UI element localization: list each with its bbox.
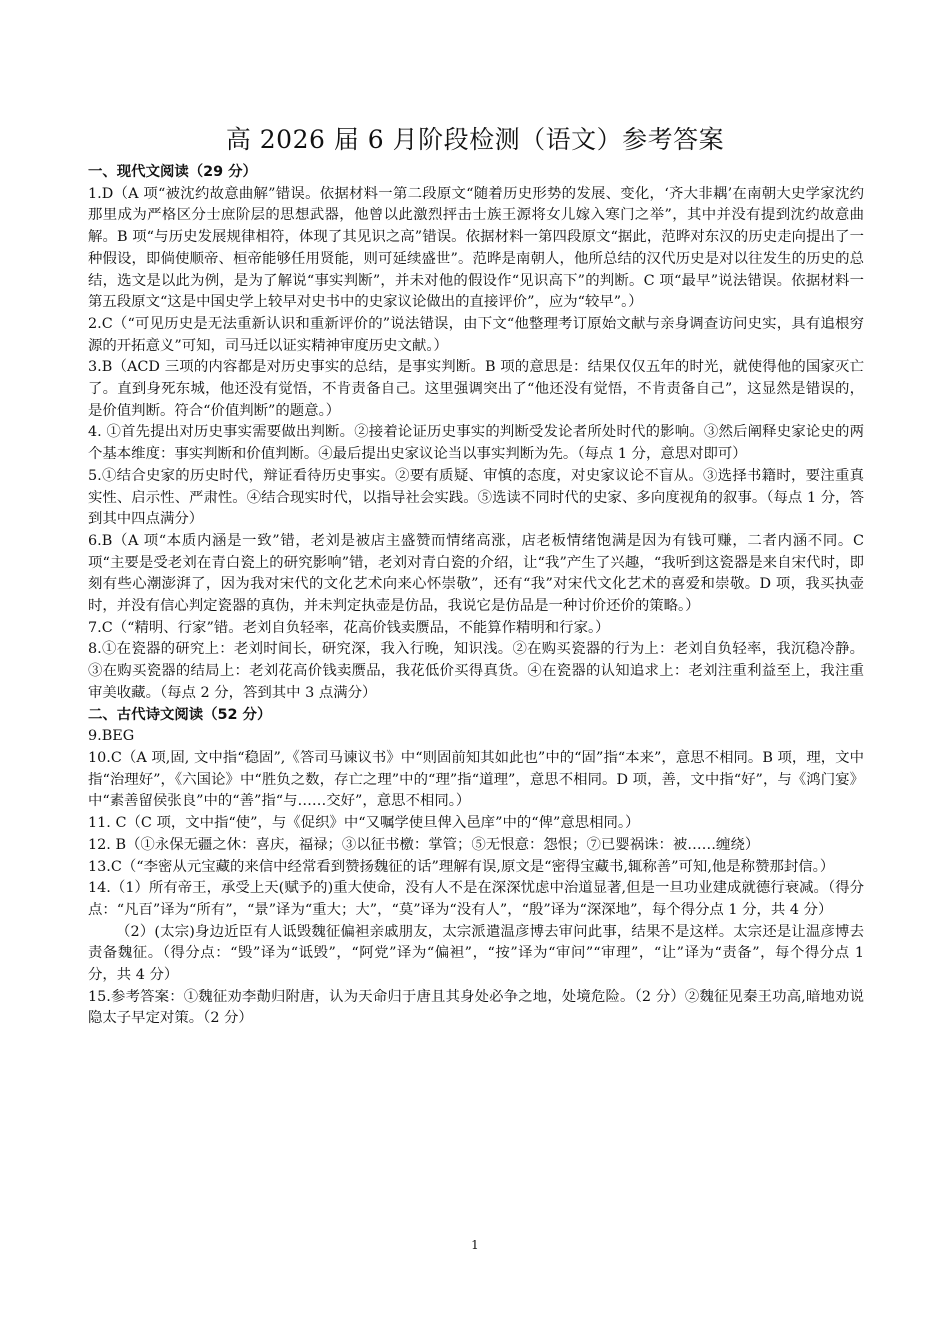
page-title: 高 2026 届 6 月阶段检测（语文）参考答案	[225, 125, 725, 154]
answer-q14-part1: 14.（1）所有帝王，承受上天(赋予的)重大使命，没有人不是在深深忧虑中治道显著,但是一旦功业建成就德行衰减。（得分点：“凡百”译为“所有”，“景”译为“重大；大”，“莫”译为“没有人”，“殷”译为“深深地”，每个得分点 1 分，共 4 分）	[88, 880, 864, 918]
answer-q7: 7.C（“精明、行家”错。老刘自负轻率，花高价钱卖赝品，不能算作精明和行家。）	[88, 619, 610, 636]
answer-q2: 2.C（“可见历史是无法重新认识和重新评价的”说法错误，由下文“他整理考订原始文献与亲身调查访问史实，具有追根穷源的开拓意义”可知，司马迁以证实精神审度历史文献。）	[88, 315, 864, 354]
answer-q9: 9.BEG	[88, 728, 135, 745]
answer-q14-part2: （2）(太宗)身边近臣有人诋毁魏征偏袒亲戚朋友，太宗派遣温彦博去审问此事，结果不是这样。太宗还是让温彦博去责备魏征。（得分点：“毁”译为“诋毁”，“阿党”译为“偏袒”，“按”译为“审问”“审理”，“让”译为“责备”，每个得分点 1 分，共 4 分）	[88, 923, 864, 984]
answer-q5: 5.①结合史家的历史时代，辩证看待历史事实。②要有质疑、审慎的态度，对史家议论不盲从。③选择书籍时，要注重真实性、启示性、严肃性。④结合现实时代，以指导社会实践。⑤选读不同时代的史家、多向度视角的叙事。（每点 1 分，答到其中四点满分）	[88, 467, 864, 528]
answer-q10: 10.C（A 项,固, 文中指“稳固”,《答司马谏议书》中“则固前知其如此也”中的“固”指“本来”，意思不相同。B 项，理，文中指“治理好”，《六国论》中“胜负之数，存亡之理”中的“理”指“道理”，意思不相同。D 项，善，文中指“好”，与《鸿门宴》中“素善留侯张良”中的“善”指“与……交好”，意思不相同。）	[88, 749, 864, 810]
answer-body	[88, 162, 864, 1030]
section-heading-modern-reading: 一、现代文阅读（29 分）	[88, 164, 257, 180]
answer-q11: 11. C（C 项，文中指“使”，与《促织》中“又嘱学使旦俾入邑庠”中的“俾”意思相同。）	[88, 815, 640, 832]
answer-q15: 15.参考答案：①魏征劝李勣归附唐，认为天命归于唐且其身处必争之地，处境危险。（2 分）②魏征见秦王功高,暗地劝说隐太子早定对策。（2 分）	[88, 988, 864, 1027]
answer-q4: 4. ①首先提出对历史事实需要做出判断。②接着论证历史事实的判断受发论者所处时代的影响。③然后阐释史家论史的两个基本维度：事实判断和价值判断。④最后提出史家议论当以事实判断为先。（每点 1 分，意思对即可）	[88, 424, 864, 463]
answer-q6: 6.B（A 项“本质内涵是一致”错，老刘是被店主盛赞而情绪高涨，店老板情绪饱满是因为有钱可赚，二者内涵不同。C 项“主要是受老刘在青白瓷上的研究影响”错，老刘对青白瓷的介绍，让“我”产生了兴趣，“我听到这瓷器是来自宋代时，即刻有些心潮澎湃了，因为我对宋代的文化艺术向来心怀崇敬”，还有“我”对宋代文化艺术的喜爱和崇敬。D 项，我买执壶时，并没有信心判定瓷器的真伪，并未判定执壶是仿品，我说它是仿品是一种讨价还价的策略。）	[88, 532, 864, 615]
answer-q8: 8.①在瓷器的研究上：老刘时间长，研究深，我入行晚，知识浅。②在购买瓷器的行为上：老刘自负轻率，我沉稳冷静。③在购买瓷器的结局上：老刘花高价钱卖赝品，我花低价买得真货。④在瓷器的认知追求上：老刘注重利益至上，我注重审美收藏。（每点 2 分，答到其中 3 点满分）	[88, 641, 864, 701]
section-heading-classical-reading: 二、古代诗文阅读（52 分）	[88, 706, 272, 723]
answer-q1: 1.D（A 项“被沈约故意曲解”错误。依据材料一第二段原文“随着历史形势的发展、变化，‘齐大非耦’在南朝大史学家沈约那里成为严格区分士庶阶层的思想武器，他曾以此激烈抨击士族王源将女儿嫁入寒门之举”，其中并没有提到沈约故意曲解。B 项“与历史发展规律相符，体现了其见识之高”错误。依据材料一第四段原文“据此，范晔对东汉的历史走向提出了一种假设，即倘使顺帝、桓帝能够任用贤能，则可延续盛世”。范晔是南朝人，他所总结的汉代历史是对以往发生的历史的总结，选文是以此为例，是为了解说“事实判断”，并未对他的假设作“见识高下”的判断。C 项“最早”说法错误。依据材料一第五段原文“这是中国史学上较早对史书中的史家议论做出的直接评价”，应为“较早”。）	[88, 185, 864, 311]
answer-q13: 13.C（“李密从元宝藏的来信中经常看到赞扬魏征的话”理解有误,原文是“密得宝藏书,辄称善”可知,他是称赞那封信。）	[88, 858, 835, 875]
answer-q3: 3.B（ACD 三项的内容都是对历史事实的总结，是事实判断。B 项的意思是：结果仅仅五年的时光，就使得他的国家灭亡了。直到身死东城，他还没有觉悟，不肯责备自己。这里强调突出了“他还没有觉悟，不肯责备自己”，这显然是错误的，是价值判断。符合“价值判断”的题意。）	[88, 359, 864, 419]
page-number: 1	[471, 1238, 479, 1252]
answer-q12: 12. B（①永保无疆之休：喜庆，福禄；③以征书檄：掌管；⑤无恨意：怨恨；⑦已婴祸诛：被……缠绕）	[88, 836, 760, 853]
